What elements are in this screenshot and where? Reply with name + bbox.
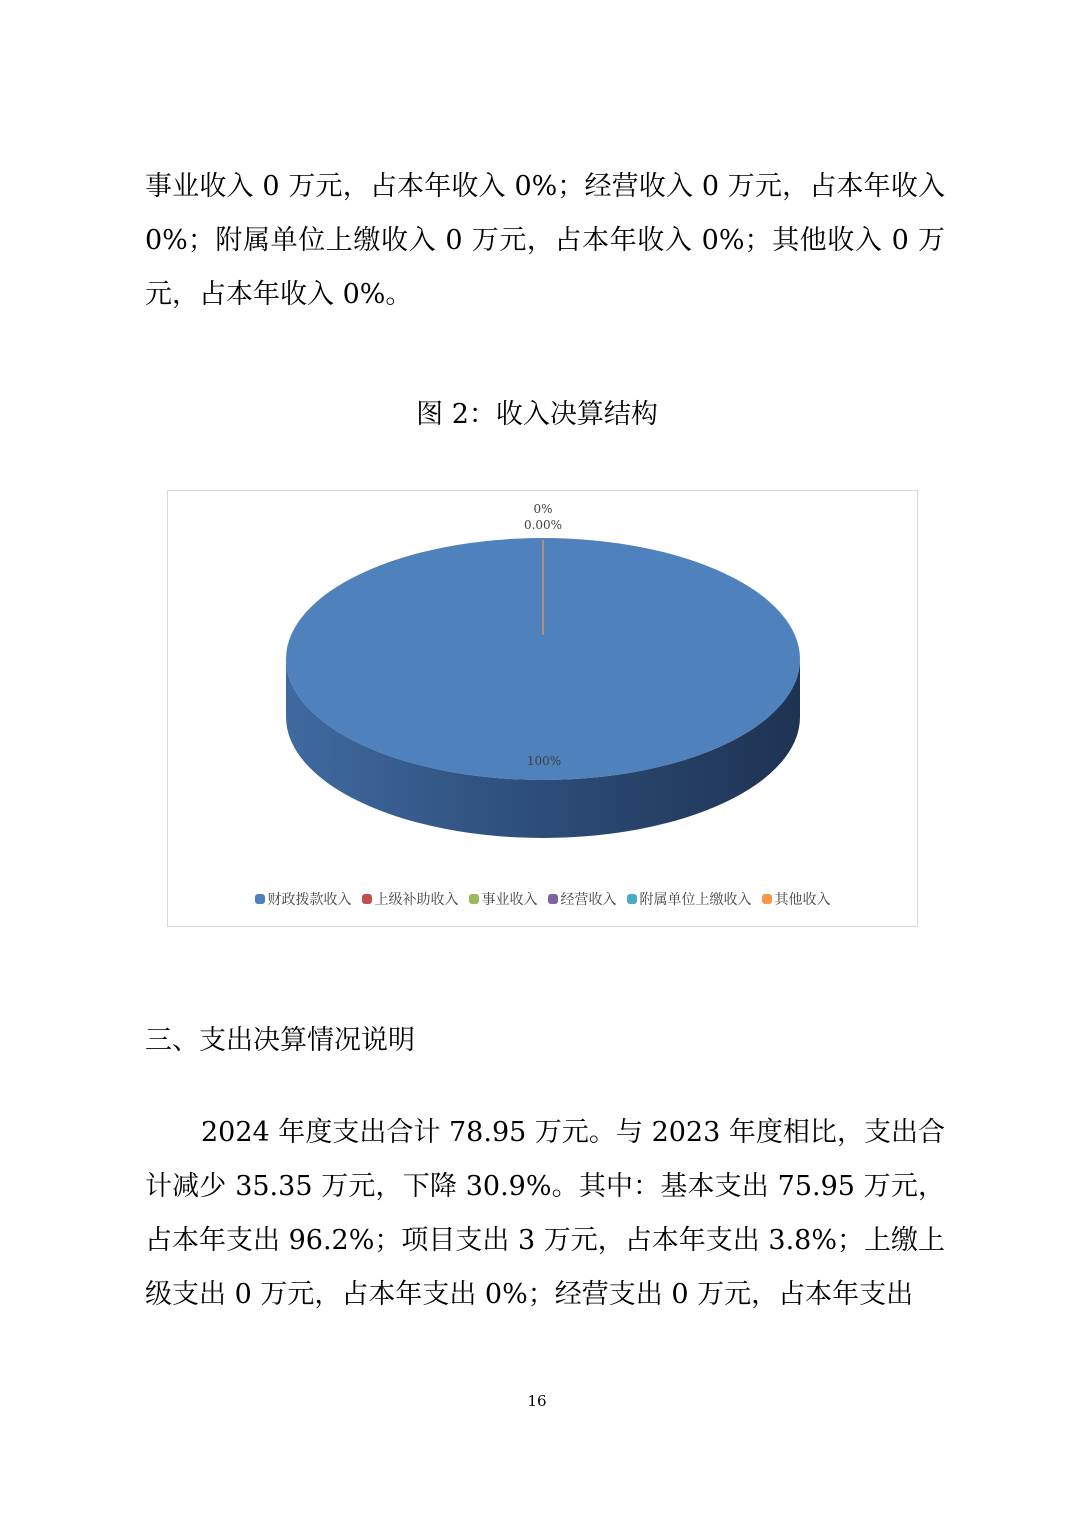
legend-label: 其他收入 xyxy=(774,892,831,908)
chart-legend xyxy=(168,889,917,909)
pie-chart-svg xyxy=(168,491,919,928)
section-heading: 三、支出决算情况说明 xyxy=(145,1025,415,1056)
legend-item xyxy=(469,889,538,909)
legend-item xyxy=(362,889,459,909)
legend-swatch xyxy=(469,894,479,904)
legend-swatch xyxy=(627,894,637,904)
chart-title: 图 2：收入决算结构 xyxy=(416,399,658,430)
expense-paragraph xyxy=(145,1106,945,1322)
legend-swatch xyxy=(762,894,772,904)
legend-swatch xyxy=(255,894,265,904)
income-structure-chart xyxy=(167,490,918,927)
legend-swatch xyxy=(548,894,558,904)
legend-label: 附属单位上缴收入 xyxy=(639,892,752,908)
legend-swatch xyxy=(362,894,372,904)
legend-label: 财政拨款收入 xyxy=(267,892,352,908)
data-label-main-slice: 100% xyxy=(526,754,562,768)
intro-paragraph: 事业收入 0 万元，占本年收入 0%；经营收入 0 万元，占本年收入 0%；附属单位上缴收入 0 万元，占本年收入 0%；其他收入 0 万元，占本年收入 0%。 xyxy=(145,171,945,310)
legend-item xyxy=(255,889,352,909)
legend-label: 经营收入 xyxy=(560,892,617,908)
legend-item xyxy=(627,889,752,909)
data-label-zero: 0% xyxy=(533,502,553,516)
legend-item xyxy=(762,889,831,909)
legend-label: 上级补助收入 xyxy=(374,892,459,908)
page-number: 16 xyxy=(527,1392,547,1410)
legend-item xyxy=(548,889,617,909)
expense-paragraph-text: 2024 年度支出合计 78.95 万元。与 2023 年度相比，支出合计减少 35.35 万元，下降 30.9%。其中：基本支出 75.95 万元，占本年支出 96.2%；项目支出 3 万元，占本年支出 3.8%；上缴上级支出 0 万元，占本年支出 0%；经营支出 0 万元，占本年支出 xyxy=(145,1117,945,1310)
legend-label: 事业收入 xyxy=(481,892,538,908)
data-label-zero-percent: 0.00% xyxy=(523,518,563,532)
